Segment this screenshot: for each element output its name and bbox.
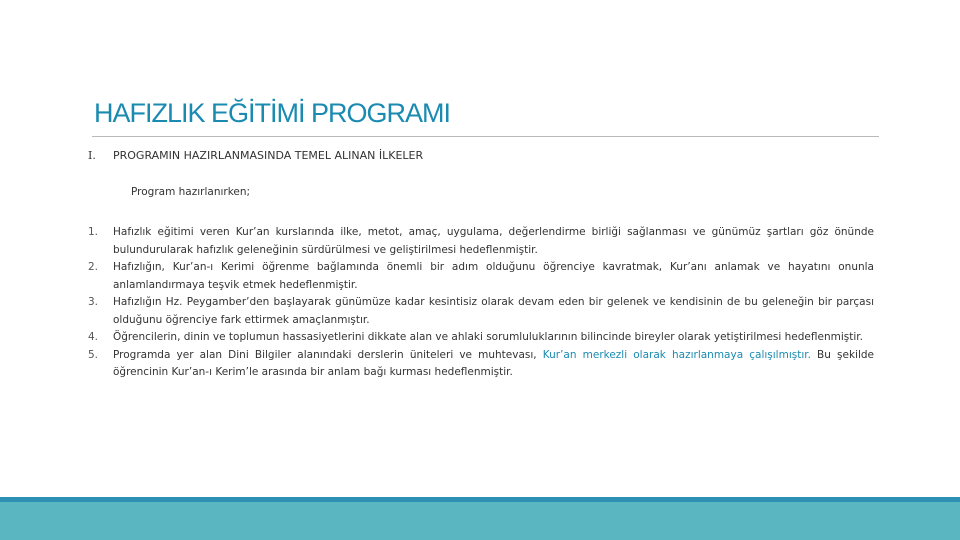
list-item-text: Öğrencilerin, dinin ve toplumun hassasiyetlerini dikkate alan ve ahlaki sorumluluklarının bilincinde bireyler olarak yetiştirilmesi hedeflenmiştir. xyxy=(113,331,863,343)
intro-text: Program hazırlanırken; xyxy=(131,186,251,198)
footer-band xyxy=(0,502,960,540)
list-item-number: 4. xyxy=(88,331,99,343)
list-item xyxy=(88,294,874,329)
title-divider xyxy=(92,136,879,137)
list-item-text: Hafızlığın Hz. Peygamber’den başlayarak günümüze kadar kesintisiz olarak devam eden bir gelenek ve kendisinin de bu geleneğin bir parçası olduğunu öğrenciye fark ettirmek amaçlanmıştır. xyxy=(113,296,874,326)
principles-list xyxy=(88,224,874,382)
list-item-text: Hafızlık eğitimi veren Kur’an kurslarında ilke, metot, amaç, uygulama, değerlendirme birliği sağlanması ve günümüz şartları göz önünde bulundurularak hafızlık geleneğinin sürdürülmesi ve geliştirilmesi hedeflenmiştir. xyxy=(113,226,874,256)
list-item-number: 1. xyxy=(88,226,99,238)
list-item-text-part: Programda yer alan Dini Bilgiler alanındaki derslerin üniteleri ve muhtevası, xyxy=(113,348,543,361)
list-item xyxy=(88,259,874,294)
list-item-number: 2. xyxy=(88,261,99,273)
list-item xyxy=(88,329,874,347)
list-item-number: 3. xyxy=(88,296,99,308)
list-item xyxy=(88,347,874,382)
highlighted-text: Kur’an merkezli olarak hazırlanmaya çalışılmıştır. xyxy=(542,348,811,361)
section-number: I. xyxy=(88,149,96,162)
list-item-text: Hafızlığın, Kur’an-ı Kerimi öğrenme bağlamında önemli bir adım olduğunu öğrenciye kavratmak, Kur’anı anlamak ve hayatını onunla anlamlandırmaya teşvik etmek hedeflenmiştir. xyxy=(113,261,874,291)
list-item-text-part: Bu şekilde öğrencinin Kur’an-ı Kerim’le arasında bir anlam bağı kurması hedeflenmiştir. xyxy=(113,348,874,378)
list-item-text xyxy=(113,347,874,382)
list-item xyxy=(88,224,874,259)
section-title: PROGRAMIN HAZIRLANMASINDA TEMEL ALINAN İLKELER xyxy=(113,149,424,162)
slide-title: HAFIZLIK EĞİTİMİ PROGRAMI xyxy=(94,98,451,128)
list-item-number: 5. xyxy=(88,348,99,361)
